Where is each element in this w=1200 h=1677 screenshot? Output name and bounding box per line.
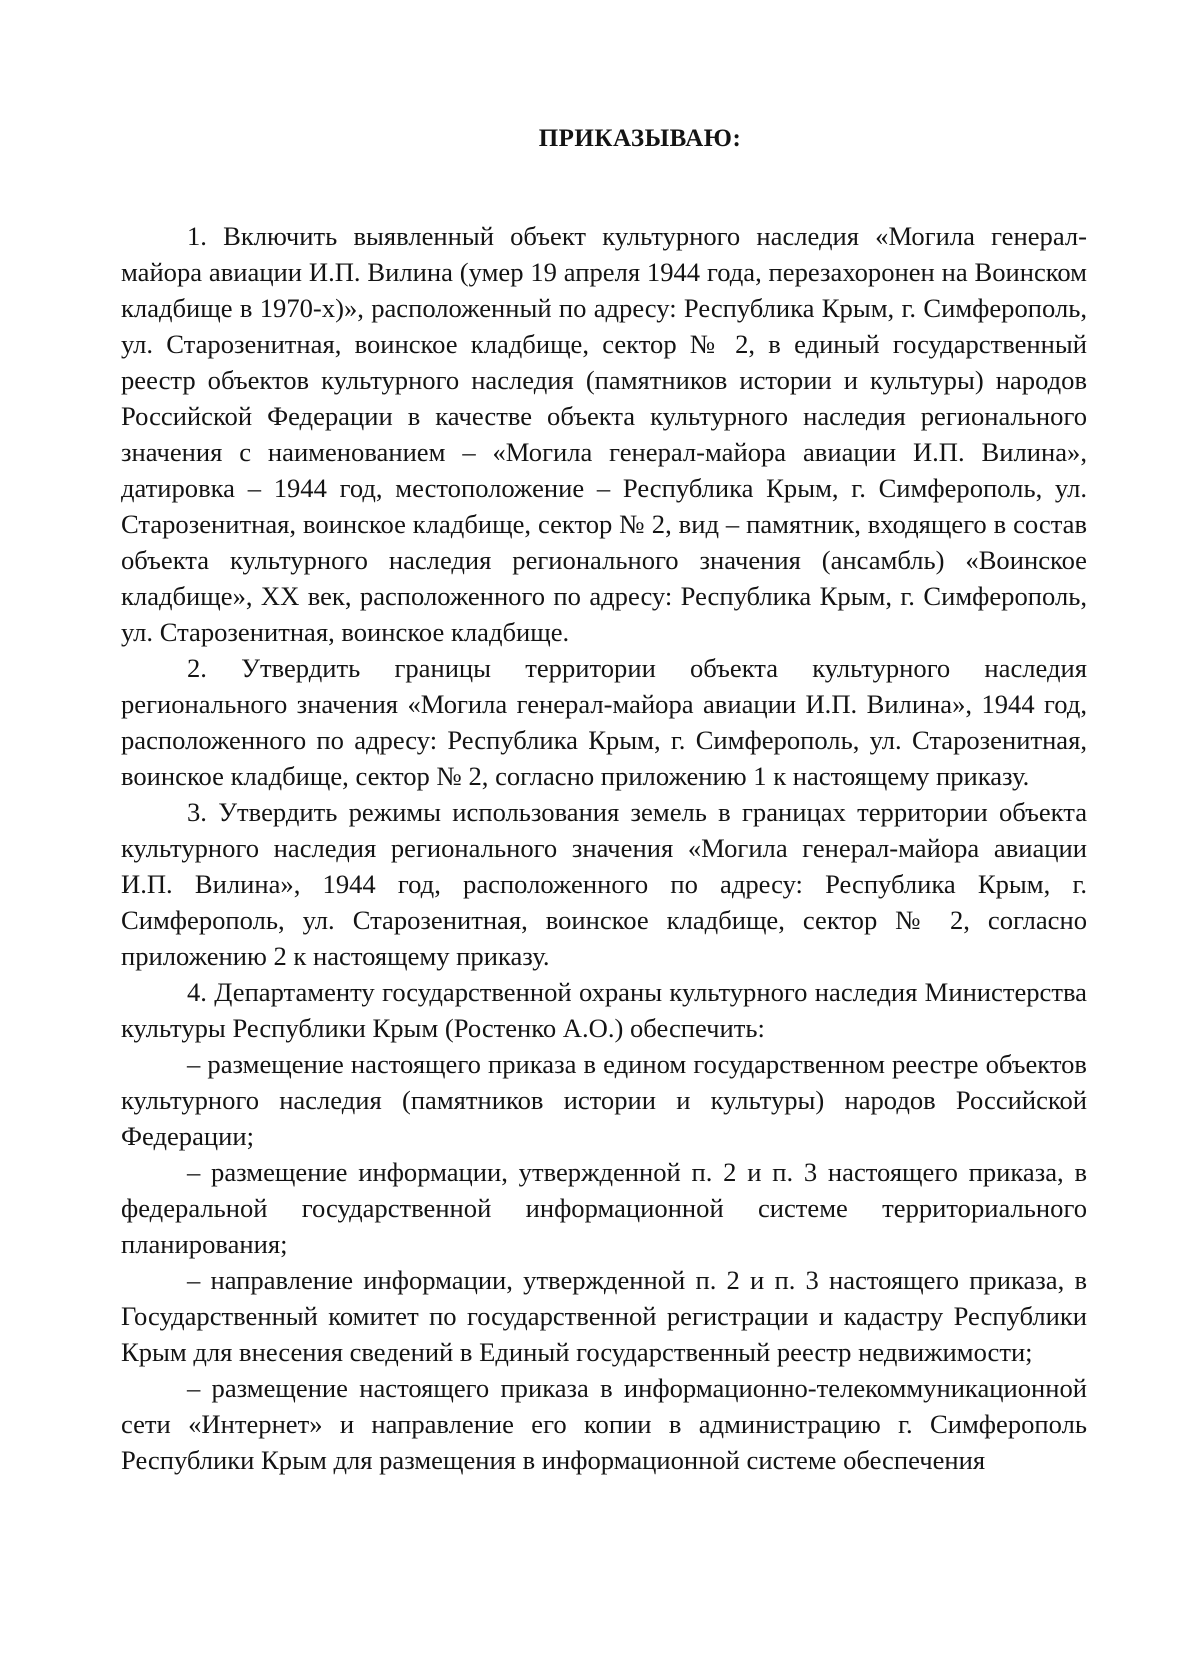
order-subitem-cadastre: – направление информации, утвержденной п. 2 и п. 3 настоящего приказа, в Государственный комитет по государственной регистрации и кадастру Республики Крым для внесения сведений в Единый государственный реестр недвижимости; xyxy=(121,1265,1087,1367)
order-item-1: 1. Включить выявленный объект культурного наследия «Могила генерал-майора авиации И.П. Вилина (умер 19 апреля 1944 года, перезахоронен на Воинском кладбище в 1970-х)», расположенный по адресу: Республика Крым, г. Симферополь, ул. Старозенитная, воинское кладбище, сектор № 2, в единый государственный реестр объектов культурного наследия (памятников истории и культуры) народов Российской Федерации в качестве объекта культурного наследия регионального значения с наименованием – «Могила генерал-майора авиации И.П. Вилина», датировка – 1944 год, местоположение – Республика Крым, г. Симферополь, ул. Старозенитная, воинское кладбище, сектор № 2, вид – памятник, входящего в состав объекта культурного наследия регионального значения (ансамбль) «Воинское кладбище», XX век, расположенного по адресу: Республика Крым, г. Симферополь, ул. Старозенитная, воинское кладбище. xyxy=(121,221,1087,647)
order-subitem-planning-system: – размещение информации, утвержденной п. 2 и п. 3 настоящего приказа, в федеральной государственной информационной системе территориального планирования; xyxy=(121,1157,1087,1259)
order-subitem-internet: – размещение настоящего приказа в информационно-телекоммуникационной сети «Интернет» и направление его копии в администрацию г. Симферополь Республики Крым для размещения в информационной системе обеспечения xyxy=(121,1373,1087,1475)
order-body xyxy=(121,218,1087,1478)
order-item-4: 4. Департаменту государственной охраны культурного наследия Министерства культуры Республики Крым (Ростенко А.О.) обеспечить: xyxy=(121,977,1087,1043)
order-heading: ПРИКАЗЫВАЮ: xyxy=(538,125,742,152)
order-subitem-registry: – размещение настоящего приказа в едином государственном реестре объектов культурного наследия (памятников истории и культуры) народов Российской Федерации; xyxy=(121,1049,1087,1151)
order-item-3: 3. Утвердить режимы использования земель в границах территории объекта культурного наследия регионального значения «Могила генерал-майора авиации И.П. Вилина», 1944 год, расположенного по адресу: Республика Крым, г. Симферополь, ул. Старозенитная, воинское кладбище, сектор № 2, согласно приложению 2 к настоящему приказу. xyxy=(121,797,1087,971)
order-item-2: 2. Утвердить границы территории объекта культурного наследия регионального значения «Могила генерал-майора авиации И.П. Вилина», 1944 год, расположенного по адресу: Республика Крым, г. Симферополь, ул. Старозенитная, воинское кладбище, сектор № 2, согласно приложению 1 к настоящему приказу. xyxy=(121,653,1087,791)
